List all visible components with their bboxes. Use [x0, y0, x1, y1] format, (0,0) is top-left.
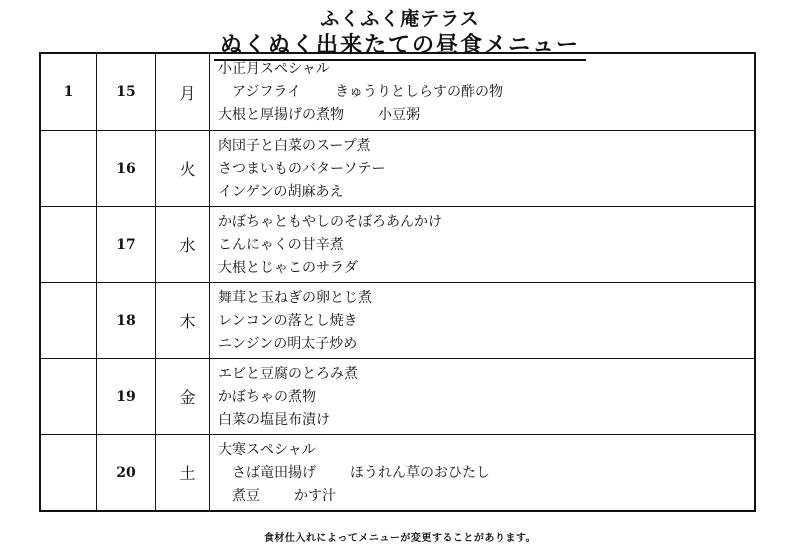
- restaurant-name: ふくふく庵テラス: [320, 8, 480, 30]
- dish-name: 大根と厚揚げの煮物: [218, 107, 344, 123]
- dish-name: かす汁: [294, 488, 336, 504]
- menu-row: [41, 54, 754, 130]
- weekday-cell: 木: [156, 283, 210, 358]
- dish-name: ほうれん草のおひたし: [350, 465, 490, 481]
- menu-table: [39, 52, 756, 512]
- dish-name: かぼちゃの煮物: [218, 389, 316, 405]
- dish-line: [218, 386, 316, 409]
- menu-row: [41, 282, 754, 358]
- dish-name: エビと豆腐のとろみ煮: [218, 366, 358, 382]
- dish-line: [218, 234, 344, 257]
- date-cell: 16: [97, 131, 156, 206]
- month-cell: [41, 435, 97, 510]
- dishes-cell: [210, 435, 754, 510]
- date-cell: 20: [97, 435, 156, 510]
- dishes-cell: [210, 283, 754, 358]
- dish-line: [218, 485, 336, 508]
- dish-name: ニンジンの明太子炒め: [218, 336, 358, 352]
- dish-line: [218, 181, 343, 204]
- dish-line: [218, 158, 385, 181]
- dish-name: インゲンの胡麻あえ: [218, 184, 344, 200]
- dish-line: [218, 211, 442, 234]
- weekday-cell: 金: [156, 359, 210, 434]
- dish-line: [218, 462, 490, 485]
- dish-name: 小正月スペシャル: [218, 61, 330, 77]
- dish-name: 白菜の塩昆布漬け: [218, 412, 330, 428]
- dish-line: [218, 439, 316, 462]
- dish-name: さつまいものバターソテー: [218, 161, 386, 177]
- date-cell: 17: [97, 207, 156, 282]
- dish-name: 煮豆: [232, 488, 260, 504]
- dish-line: [218, 363, 358, 386]
- dish-name: さば竜田揚げ: [232, 465, 316, 481]
- dish-name: かぼちゃともやしのそぼろあんかけ: [218, 214, 442, 230]
- menu-row: [41, 358, 754, 434]
- dish-line: [218, 104, 420, 127]
- dish-line: [218, 135, 371, 158]
- month-cell: 1: [41, 54, 97, 130]
- dish-name: 舞茸と玉ねぎの卵とじ煮: [218, 290, 372, 306]
- dish-name: こんにゃくの甘辛煮: [218, 237, 344, 253]
- dish-line: [218, 333, 357, 356]
- menu-change-notice: 食材仕入れによってメニューが変更することがあります。: [263, 533, 537, 544]
- date-cell: 19: [97, 359, 156, 434]
- month-cell: [41, 359, 97, 434]
- weekday-cell: 水: [156, 207, 210, 282]
- dish-line: [218, 257, 358, 280]
- dish-name: 大根とじゃこのサラダ: [218, 260, 358, 276]
- weekday-cell: 月: [156, 54, 210, 130]
- dishes-cell: [210, 131, 754, 206]
- dish-name: 大寒スペシャル: [218, 442, 316, 458]
- date-cell: 15: [97, 54, 156, 130]
- dish-line: [218, 287, 372, 310]
- month-cell: [41, 131, 97, 206]
- weekday-cell: 火: [156, 131, 210, 206]
- dish-name: アジフライ: [232, 84, 302, 100]
- dish-name: レンコンの落とし焼き: [218, 313, 358, 329]
- month-cell: [41, 207, 97, 282]
- dishes-cell: [210, 359, 754, 434]
- dish-line: [218, 310, 358, 333]
- dish-name: 肉団子と白菜のスープ煮: [218, 138, 371, 154]
- menu-row: [41, 206, 754, 282]
- dishes-cell: [210, 207, 754, 282]
- menu-title-text: ぬくぬく出来たての昼食メニュー: [214, 28, 586, 61]
- date-cell: 18: [97, 283, 156, 358]
- menu-row: [41, 130, 754, 206]
- dishes-cell: [210, 54, 754, 130]
- month-cell: [41, 283, 97, 358]
- weekday-cell: 土: [156, 435, 210, 510]
- dish-name: 小豆粥: [378, 107, 420, 123]
- dish-line: [218, 81, 503, 104]
- dish-line: [218, 58, 330, 81]
- menu-row: [41, 434, 754, 510]
- dish-line: [218, 409, 330, 432]
- dish-name: きゅうりとしらすの酢の物: [335, 84, 504, 100]
